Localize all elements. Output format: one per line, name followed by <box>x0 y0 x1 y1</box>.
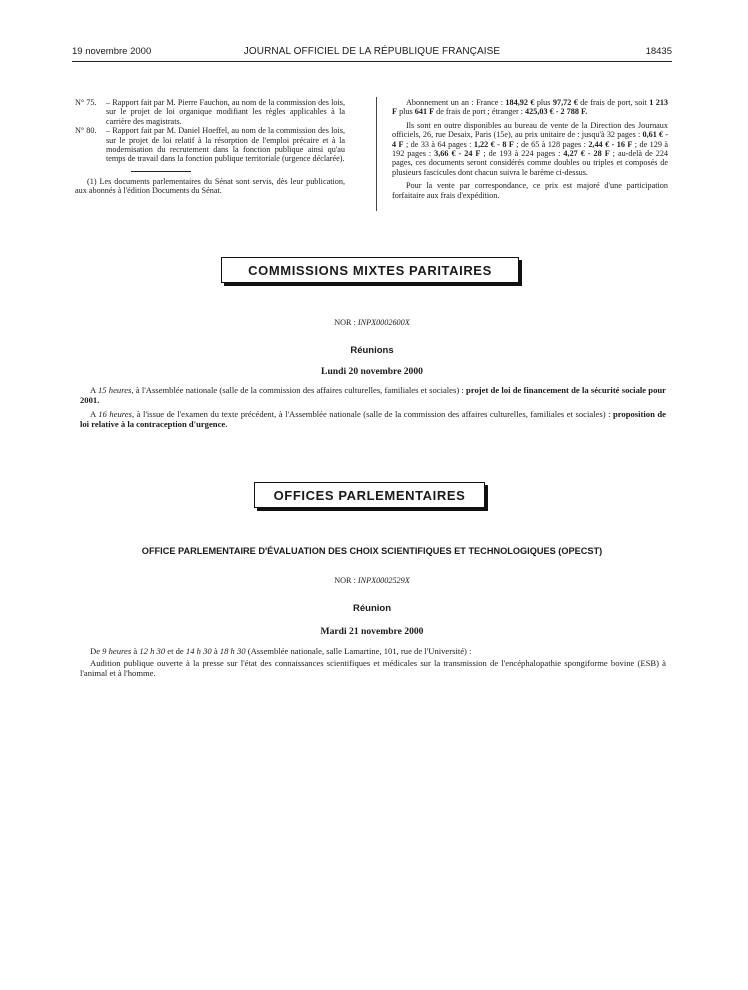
meeting-heading: Réunions <box>350 345 394 356</box>
text-run: (Assemblée nationale, salle Lamartine, 101, rue de l'Université) : <box>245 646 472 656</box>
nor-label: NOR : <box>334 318 358 327</box>
report-text: – Rapport fait par M. Pierre Fauchon, au nom de la commission des lois, sur le projet de loi organique modifiant les règles applicables à la carrière des magistrats. <box>106 98 345 126</box>
shipping-paragraph: Pour la vente par correspondance, ce prix est majoré d'une participation forfaitaire aux frais d'expédition. <box>392 181 668 200</box>
text-run: à <box>211 646 220 656</box>
report-number: N° 80. <box>75 126 97 136</box>
text-run: , à l'Assemblée nationale (salle de la commission des affaires culturelles, familiales et sociales) : <box>131 385 467 395</box>
time: 15 heures <box>97 385 132 395</box>
text-run: Ils sont en outre disponibles au bureau de vente de la Direction des Journaux officiels, 26, rue Desaix, Paris (15e), au prix unitaire de : jusqu'à 32 pages : <box>392 120 668 140</box>
report-item <box>75 126 345 164</box>
time: 9 heures <box>102 646 132 656</box>
nor-reference <box>72 318 672 327</box>
text-run: ; de 65 à 128 pages : <box>513 139 589 149</box>
text-run: à <box>131 646 140 656</box>
right-column <box>392 98 668 204</box>
nor-reference <box>72 576 672 585</box>
agenda-paragraph <box>80 385 666 405</box>
time: 18 h 30 <box>219 646 246 656</box>
agenda-subject: proposition de loi relative à la contraception d'urgence. <box>80 409 666 429</box>
text-run: de frais de port, soit <box>577 98 650 107</box>
agenda-paragraph <box>80 646 666 656</box>
text-run: ; de 33 à 64 pages : <box>403 139 474 149</box>
section-title-box <box>221 257 519 283</box>
meeting-date: Mardi 21 novembre 2000 <box>320 626 424 637</box>
text-run: A <box>90 409 99 419</box>
text-run: plus <box>397 107 415 117</box>
price: 425,03 € - 2 788 F. <box>525 107 588 117</box>
price: 1,22 € - 8 F <box>473 139 514 149</box>
meeting-date: Lundi 20 novembre 2000 <box>321 366 423 377</box>
column-separator <box>376 97 377 211</box>
text-run: ; de 129 à 192 pages : <box>392 139 669 159</box>
report-item <box>75 98 345 126</box>
footnote: (1) Les documents parlementaires du Sénat sont servis, dès leur publication, aux abonnés à l'édition Documents du Sénat. <box>75 176 345 196</box>
agenda-paragraph: Audition publique ouverte à la presse sur l'état des connaissances scientifiques et médicales sur la transmission de l'encéphalopathie spongiforme bovine (ESB) à l'animal et à l'homme. <box>80 658 666 678</box>
time: 14 h 30 <box>185 646 212 656</box>
text-run: ; au-delà de 224 pages, ces documents seront considérés comme doubles ou triples et composés de plusieurs fascicules dont chacun suivra le barème ci-dessus. <box>392 149 669 177</box>
text-run: , à l'issue de l'examen du texte précédent, à l'Assemblée nationale (salle de la commission des affaires culturelles, familiales et sociales) : <box>131 409 613 419</box>
price: 3,66 € - 24 F <box>434 149 481 159</box>
journal-title: JOURNAL OFFICIEL DE LA RÉPUBLIQUE FRANÇAISE <box>243 46 501 57</box>
price: 184,92 € <box>505 98 535 107</box>
time: 16 heures <box>98 409 132 419</box>
price: 641 F <box>414 107 435 117</box>
footnote-rule <box>131 171 191 172</box>
price: 97,72 € <box>552 98 578 107</box>
nor-code: INPX0002529X <box>357 576 410 585</box>
left-column <box>75 98 345 196</box>
agenda-subject: projet de loi de financement de la sécurité sociale pour 2001. <box>80 385 666 405</box>
price: 2,44 € - 16 F <box>588 139 633 149</box>
subscription-paragraph <box>392 98 668 117</box>
section-title: COMMISSIONS MIXTES PARITAIRES <box>248 262 492 278</box>
text-run: ; de 193 à 224 pages : <box>480 149 564 159</box>
header-date: 19 novembre 2000 <box>72 46 152 57</box>
time: 12 h 30 <box>139 646 166 656</box>
text-run: de frais de port ; étranger : <box>434 107 526 117</box>
price: 4,27 € - 28 F <box>563 149 610 159</box>
report-number: N° 75. <box>75 98 97 107</box>
price: 1 213 F <box>392 98 669 117</box>
agenda-paragraph <box>80 409 666 429</box>
nor-code: INPX0002600X <box>357 318 410 327</box>
text-run: plus <box>534 98 553 107</box>
page-number: 18435 <box>645 46 672 57</box>
nor-label: NOR : <box>334 576 358 585</box>
text-run: et de <box>165 646 186 656</box>
text-run: De <box>90 646 103 656</box>
section-title-box <box>254 482 485 508</box>
header-rule <box>72 61 672 62</box>
pricing-paragraph <box>392 121 668 177</box>
report-text: – Rapport fait par M. Daniel Hoeffel, au nom de la commission des lois, sur le projet de loi relatif à la résorption de l'emploi précaire et à la modernisation du recrutement dans la fonction publique ainsi qu'au temps de travail dans la fonction publique territoriale (urgence déclarée). <box>106 126 345 164</box>
text-run: A <box>90 385 98 395</box>
office-name: OFFICE PARLEMENTAIRE D'ÉVALUATION DES CHOIX SCIENTIFIQUES ET TECHNOLOGIQUES (OPECST) <box>141 546 603 556</box>
meeting-heading: Réunion <box>353 603 391 614</box>
section-title: OFFICES PARLEMENTAIRES <box>273 487 466 503</box>
running-header <box>72 46 672 60</box>
price: 0,61 € - 4 F <box>392 130 668 149</box>
text-run: Abonnement un an : France : <box>406 98 506 107</box>
